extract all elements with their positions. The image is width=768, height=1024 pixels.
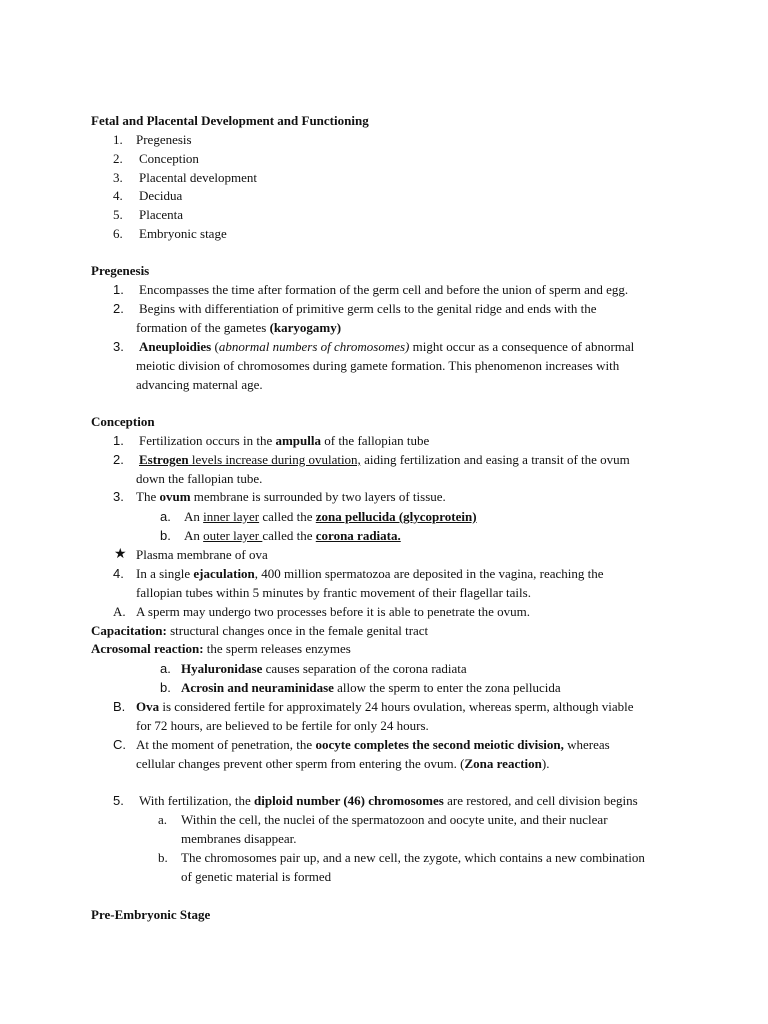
bold-term: ampulla — [275, 433, 321, 448]
bold-term: Zona reaction — [464, 756, 542, 771]
paragraph-line — [184, 507, 477, 526]
bold-term: zona pellucida (glycoprotein) — [315, 509, 477, 524]
list-item: Conception — [139, 151, 199, 166]
paragraph-line — [136, 318, 341, 337]
paragraph-line — [136, 735, 610, 754]
list-item: Placental development — [139, 170, 258, 185]
text-run: The — [136, 489, 160, 504]
paragraph-line — [181, 659, 467, 678]
list-marker: 2. — [113, 151, 123, 166]
bold-term: Aneuploidies — [139, 339, 212, 354]
text-run: structural changes once in the female genital tract — [166, 623, 429, 638]
bold-term: ovum — [159, 489, 191, 504]
paragraph-line: down the fallopian tube. — [136, 471, 263, 486]
paragraph-line: Within the cell, the nuclei of the spermatozoon and oocyte unite, and their nuclear — [181, 812, 608, 827]
bold-term: Estrogen — [139, 452, 189, 467]
underlined-text: outer layer — [203, 528, 263, 543]
text-run: aiding fertilization and easing a transit of the ovum — [360, 452, 630, 467]
underlined-text: inner layer — [203, 509, 260, 524]
list-item: Placenta — [139, 207, 184, 222]
paragraph-line: Begins with differentiation of primitive germ cells to the genital ridge and ends with the — [139, 301, 597, 316]
list-marker: 4. — [113, 566, 124, 581]
text-run: are restored, and cell division begins — [443, 793, 638, 808]
paragraph-line: advancing maternal age. — [136, 377, 263, 392]
list-item: Embryonic stage — [139, 226, 227, 241]
list-marker: 1. — [113, 132, 123, 147]
list-marker: a. — [160, 509, 171, 524]
italic-text: abnormal numbers of chromosomes) — [218, 339, 410, 354]
list-marker: a. — [160, 661, 171, 676]
bold-term: Hyaluronidase — [181, 661, 263, 676]
text-run: called the — [259, 509, 316, 524]
bold-term: ejaculation — [193, 566, 255, 581]
paragraph-line — [139, 791, 638, 810]
list-marker: b. — [160, 680, 171, 695]
bold-term: Ova — [136, 699, 160, 714]
text-run: the sperm releases enzymes — [203, 641, 351, 656]
text-run: Fertilization occurs in the — [139, 433, 276, 448]
bold-term: Acrosin and neuraminidase — [181, 680, 334, 695]
list-marker: 4. — [113, 188, 123, 203]
paragraph-line — [136, 754, 550, 773]
paragraph-line: of genetic material is formed — [181, 869, 332, 884]
star-bullet-icon: ★ — [114, 547, 127, 562]
list-marker: b. — [158, 850, 168, 865]
text-run: ). — [541, 756, 550, 771]
paragraph-line: meiotic division of chromosomes during gamete formation. This phenomenon increases with — [136, 358, 620, 373]
bold-term: (karyogamy) — [269, 320, 342, 335]
list-marker: 5. — [113, 207, 123, 222]
text-run: An — [184, 528, 204, 543]
paragraph-line: The chromosomes pair up, and a new cell, the zygote, which contains a new combination — [181, 850, 645, 865]
bold-term: corona radiata. — [315, 528, 401, 543]
text-run: At the moment of penetration, the — [136, 737, 316, 752]
document-title: Fetal and Placental Development and Functioning — [91, 113, 369, 128]
paragraph-line — [136, 564, 604, 583]
paragraph-line: for 72 hours, are believed to be fertile for only 24 hours. — [136, 718, 429, 733]
section-heading: Pregenesis — [91, 263, 150, 278]
list-item: Decidua — [139, 188, 183, 203]
paragraph-line — [181, 678, 561, 697]
text-run: allow the sperm to enter the zona pellucida — [333, 680, 561, 695]
text-run: An — [184, 509, 204, 524]
text-run: membrane is surrounded by two layers of tissue. — [190, 489, 446, 504]
paragraph-line: A sperm may undergo two processes before it is able to penetrate the ovum. — [136, 604, 530, 619]
list-marker: 5. — [113, 793, 124, 808]
section-heading: Conception — [91, 414, 155, 429]
paragraph-line: fallopian tubes within 5 minutes by frantic movement of their flagellar tails. — [136, 585, 531, 600]
text-run: , 400 million spermatozoa are deposited in the vagina, reaching the — [254, 566, 604, 581]
list-marker: a. — [158, 812, 168, 827]
list-marker: 3. — [113, 339, 124, 354]
list-marker: 2. — [113, 301, 124, 316]
bold-term: oocyte completes the second meiotic division, — [315, 737, 564, 752]
list-marker: B. — [113, 699, 126, 714]
text-run: ( — [211, 339, 219, 354]
paragraph-line — [136, 697, 634, 716]
list-marker: 6. — [113, 226, 123, 241]
paragraph-line: membranes disappear. — [181, 831, 297, 846]
bold-term: Capacitation: — [91, 623, 167, 638]
list-marker: 3. — [113, 170, 123, 185]
list-marker: A. — [113, 604, 126, 619]
underlined-text: levels increase during ovulation, — [188, 452, 361, 467]
bold-term: Acrosomal reaction: — [91, 641, 204, 656]
bold-term: diploid number (46) chromosomes — [254, 793, 444, 808]
text-run: formation of the gametes — [136, 320, 270, 335]
paragraph-line: Plasma membrane of ova — [136, 547, 268, 562]
list-marker: 3. — [113, 489, 124, 504]
paragraph-line — [139, 450, 630, 469]
text-run: called the — [262, 528, 316, 543]
paragraph-line — [184, 526, 401, 545]
text-run: In a single — [136, 566, 194, 581]
list-marker: b. — [160, 528, 171, 543]
paragraph-line — [139, 337, 634, 356]
paragraph-line — [139, 431, 429, 450]
list-marker: 1. — [113, 282, 124, 297]
text-run: might occur as a consequence of abnormal — [409, 339, 635, 354]
list-marker: 2. — [113, 452, 124, 467]
paragraph-line — [91, 621, 428, 640]
list-item: Pregenesis — [136, 132, 192, 147]
text-run: whereas — [563, 737, 610, 752]
text-run: causes separation of the corona radiata — [262, 661, 467, 676]
list-marker: 1. — [113, 433, 124, 448]
list-marker: C. — [113, 737, 126, 752]
section-heading: Pre-Embryonic Stage — [91, 907, 211, 922]
paragraph-line — [136, 487, 446, 506]
paragraph-line — [91, 639, 351, 658]
text-run: cellular changes prevent other sperm from entering the ovum. ( — [136, 756, 465, 771]
paragraph-line: Encompasses the time after formation of the germ cell and before the union of sperm and egg. — [139, 282, 629, 297]
text-run: With fertilization, the — [139, 793, 254, 808]
text-run: of the fallopian tube — [320, 433, 430, 448]
text-run: is considered fertile for approximately 24 hours ovulation, whereas sperm, although viable — [159, 699, 634, 714]
